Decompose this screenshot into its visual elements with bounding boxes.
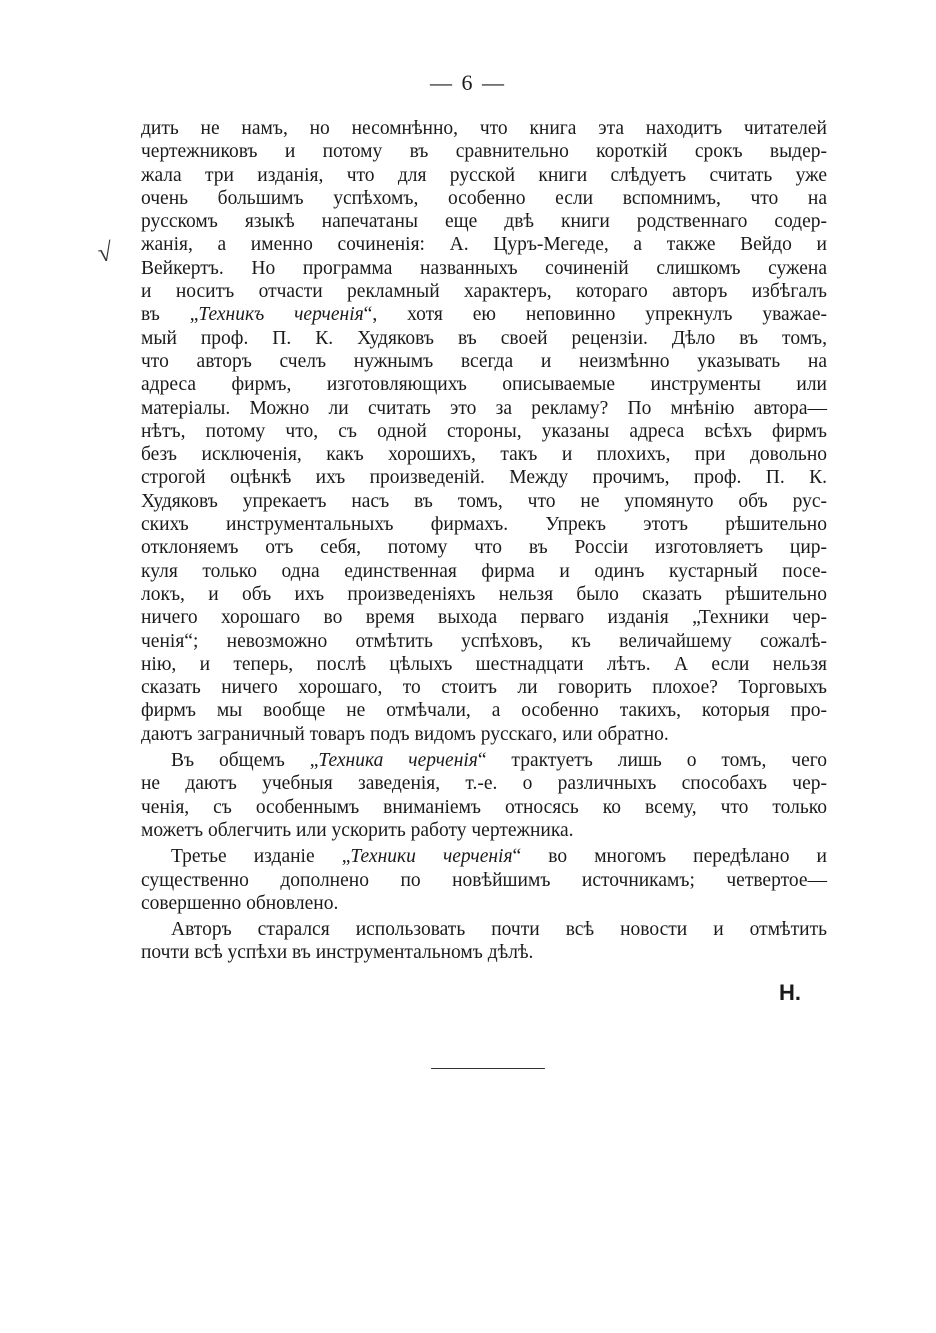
text-line: мый проф. П. К. Худяковъ въ своей рецензіи. Дѣло въ томъ, bbox=[141, 327, 827, 349]
section-divider bbox=[431, 1068, 545, 1069]
text-line bbox=[141, 749, 827, 772]
text-line: нѣтъ, потому что, съ одной стороны, указаны адреса всѣхъ фирмъ bbox=[141, 420, 827, 442]
text-line: отклоняемъ отъ себя, потому что въ Россіи изготовляетъ цир- bbox=[141, 537, 827, 559]
text-line: ничего хорошаго во время выхода перваго изданія „Техники чер- bbox=[141, 607, 827, 629]
text-line: Вейкертъ. Но программа названныхъ сочиненій слишкомъ сужена bbox=[141, 257, 827, 279]
page-number: — 6 — bbox=[430, 70, 506, 95]
book-title: Техникъ черченія bbox=[198, 304, 364, 326]
text-line: русскомъ языкѣ напечатаны еще двѣ книги родственнаго содер- bbox=[141, 211, 827, 233]
text-line: совершенно обновлено. bbox=[141, 892, 339, 914]
text-segment: “ трактуетъ лишь о томъ, чего bbox=[477, 750, 828, 772]
text-line: не даютъ учебныя заведенія, т.-е. о различныхъ способахъ чер- bbox=[141, 773, 827, 795]
text-line bbox=[141, 845, 827, 868]
text-line: даютъ заграничный товаръ подъ видомъ русскаго, или обратно. bbox=[141, 723, 669, 745]
text-line: жала три изданія, что для русской книги слѣдуетъ считать уже bbox=[141, 164, 827, 186]
text-segment: Въ общемъ „ bbox=[171, 750, 319, 772]
text-line bbox=[141, 303, 827, 326]
text-segment: “, хотя ею неповинно упрекнулъ уважае- bbox=[363, 304, 827, 326]
text-line: локъ, и объ ихъ произведеніяхъ нельзя было сказать рѣшительно bbox=[141, 583, 827, 605]
text-line: очень большимъ успѣхомъ, особенно если вспомнимъ, что на bbox=[141, 187, 827, 209]
text-line: чертежниковъ и потому въ сравнительно короткій срокъ выдер- bbox=[141, 141, 827, 163]
text-line: Худяковъ упрекаетъ насъ въ томъ, что не упомянуто объ рус- bbox=[141, 490, 827, 512]
text-line: ченія, съ особеннымъ вниманіемъ относясь ко всему, что только bbox=[141, 796, 827, 818]
author-signature: Н. bbox=[779, 980, 801, 1005]
text-line: безъ исключенія, какъ хорошихъ, такъ и плохихъ, при довольно bbox=[141, 444, 827, 466]
text-line: дить не намъ, но несомнѣнно, что книга эта находитъ читателей bbox=[141, 118, 827, 139]
text-line: ченія“; невозможно отмѣтить успѣховъ, къ величайшему сожалѣ- bbox=[141, 630, 827, 652]
text-line: существенно дополнено по новѣйшимъ источникамъ; четвертое— bbox=[141, 869, 827, 891]
margin-check-mark: √ bbox=[95, 237, 115, 268]
text-line: сказать ничего хорошаго, то стоитъ ли говорить плохое? Торговыхъ bbox=[141, 677, 827, 699]
text-line: скихъ инструментальныхъ фирмахъ. Упрекъ этотъ рѣшительно bbox=[141, 514, 827, 536]
text-line: жанія, а именно сочиненія: А. Цуръ-Мегеде, а также Вейдо и bbox=[141, 234, 827, 256]
text-segment: “ во многомъ передѣлано и bbox=[512, 846, 827, 868]
text-line: Авторъ старался использовать почти всѣ новости и отмѣтить bbox=[171, 919, 827, 941]
text-line: куля только одна единственная фирма и одинъ кустарный посе- bbox=[141, 560, 827, 582]
text-line: можетъ облегчить или ускорить работу чертежника. bbox=[141, 819, 574, 841]
text-line: нію, и теперь, послѣ цѣлыхъ шестнадцати лѣтъ. А если нельзя bbox=[141, 653, 827, 675]
text-line: адреса фирмъ, изготовляющихъ описываемые инструменты или bbox=[141, 374, 827, 396]
text-line: строгой оцѣнкѣ ихъ произведеній. Между прочимъ, проф. П. К. bbox=[141, 467, 827, 489]
text-segment: Третье изданіе „ bbox=[171, 846, 351, 868]
text-line: матеріалы. Можно ли считать это за рекламу? По мнѣнію автора— bbox=[141, 397, 827, 419]
body-text bbox=[141, 117, 827, 965]
text-segment: въ „ bbox=[141, 304, 199, 326]
text-line: что авторъ счелъ нужнымъ всегда и неизмѣнно указывать на bbox=[141, 350, 827, 372]
text-line: почти всѣ успѣхи въ инструментальномъ дѣлѣ. bbox=[141, 942, 534, 964]
book-title: Техника черченія bbox=[318, 750, 478, 772]
text-line: и носитъ отчасти рекламный характеръ, котораго авторъ избѣгалъ bbox=[141, 281, 827, 303]
text-line: фирмъ мы вообще не отмѣчали, а особенно такихъ, которыя про- bbox=[141, 700, 827, 722]
book-title: Техники черченія bbox=[350, 846, 513, 868]
